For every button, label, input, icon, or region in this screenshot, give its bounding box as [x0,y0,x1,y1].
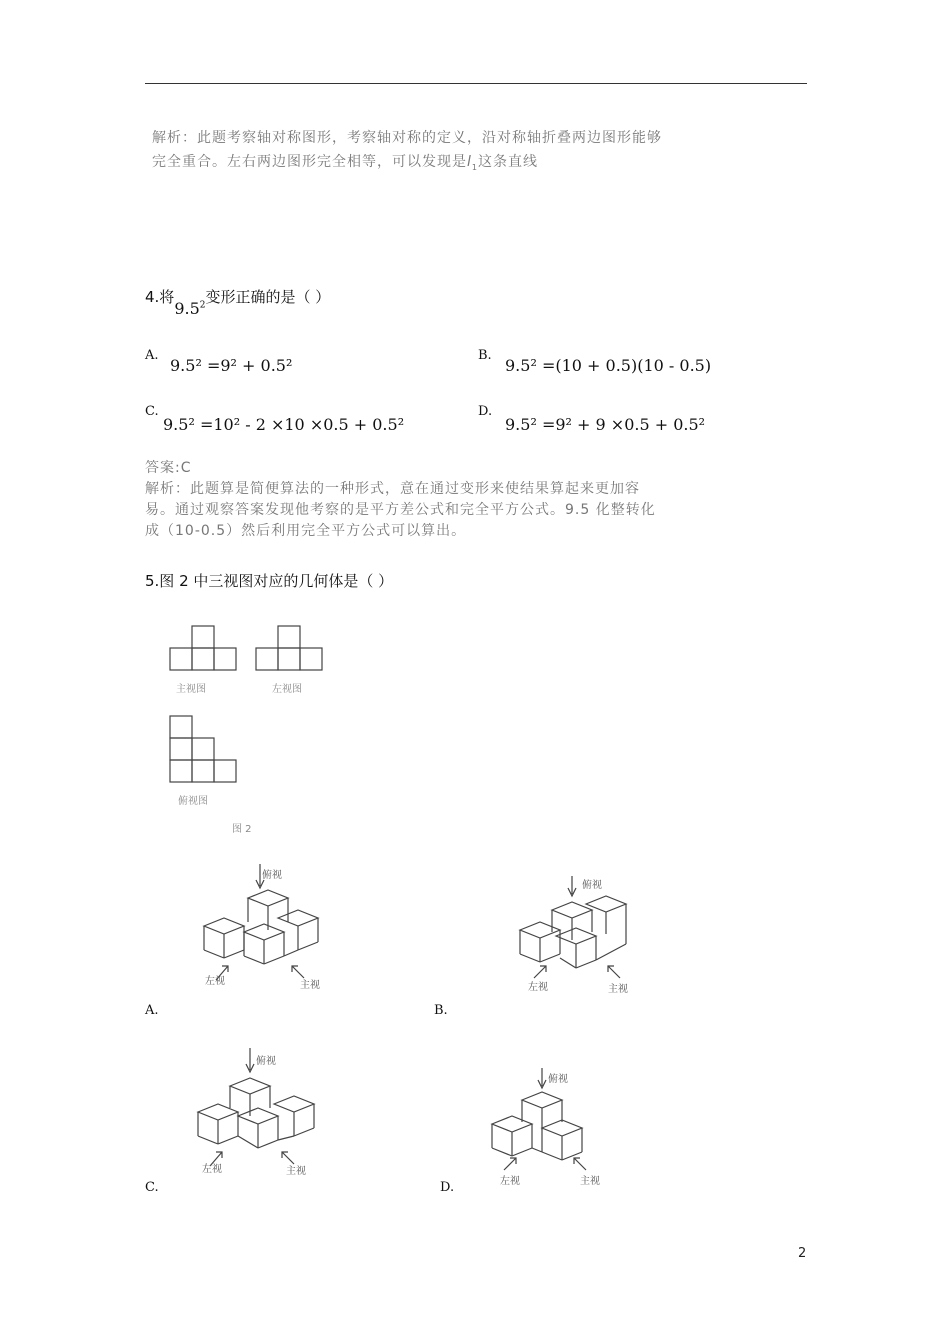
top-view-drawing [168,714,238,786]
option-d-front-arrow-label: 主视 [580,1176,600,1187]
left-view-drawing [256,624,326,672]
q4-option-d-label[interactable]: D. [478,404,493,419]
top-explanation-line-1: 解析：此题考察轴对称图形，考察轴对称的定义，沿对称轴折叠两边图形能够 [152,130,662,146]
option-c-left-arrow-label: 左视 [202,1164,222,1175]
q5-option-c-label[interactable]: C. [145,1180,159,1195]
q5-stem: 5.图 2 中三视图对应的几何体是（ ） [145,572,394,590]
option-b-figure [516,872,646,992]
q4-answer: 答案:C [145,460,192,476]
top-view-label: 俯视图 [178,796,208,807]
q4-option-b-expr: 9.5² =(10 + 0.5)(10 - 0.5) [505,356,712,375]
q4-option-a-expr: 9.5² =9² + 0.5² [170,356,293,375]
q5-option-b-label[interactable]: B. [434,1003,448,1018]
q4-option-d-expr: 9.5² =9² + 9 ×0.5 + 0.5² [505,415,706,434]
q4-explanation-line-2: 易。通过观察答案发现他考察的是平方差公式和完全平方公式。9.5 化整转化 [145,502,656,518]
q4-option-c-expr: 9.5² =10² - 2 ×10 ×0.5 + 0.5² [163,415,405,434]
q5-option-d-label[interactable]: D. [440,1180,455,1195]
option-b-left-arrow-label: 左视 [528,982,548,993]
option-a-front-arrow-label: 主视 [300,980,320,991]
option-b-top-arrow-label: 俯视 [582,880,602,891]
option-c-top-arrow-label: 俯视 [256,1056,276,1067]
top-explanation-line-2: 完全重合。左右两边图形完全相等，可以发现是$l_1$这条直线 [152,154,538,172]
q4-option-a-label[interactable]: A. [145,348,159,363]
option-a-left-arrow-label: 左视 [205,976,225,987]
option-c-front-arrow-label: 主视 [286,1166,306,1177]
q4-explanation-line-1: 解析：此题算是简便算法的一种形式，意在通过变形来使结果算起来更加容 [145,481,640,497]
page-number: 2 [798,1246,807,1261]
option-b-front-arrow-label: 主视 [608,984,628,995]
front-view-label: 主视图 [176,684,206,695]
q4-option-c-label[interactable]: C. [145,404,159,419]
option-a-top-arrow-label: 俯视 [262,870,282,881]
left-view-label: 左视图 [272,684,302,695]
option-d-left-arrow-label: 左视 [500,1176,520,1187]
front-view-drawing [170,624,240,672]
q4-stem: 4.将$9.5^2$变形正确的是（ ） [145,288,331,318]
q5-option-a-label[interactable]: A. [145,1003,159,1018]
header-rule [145,83,807,84]
option-d-top-arrow-label: 俯视 [548,1074,568,1085]
q4-explanation-line-3: 成（10-0.5）然后利用完全平方公式可以算出。 [145,523,467,539]
figure-2-caption: 图 2 [232,824,252,835]
q4-option-b-label[interactable]: B. [478,348,492,363]
